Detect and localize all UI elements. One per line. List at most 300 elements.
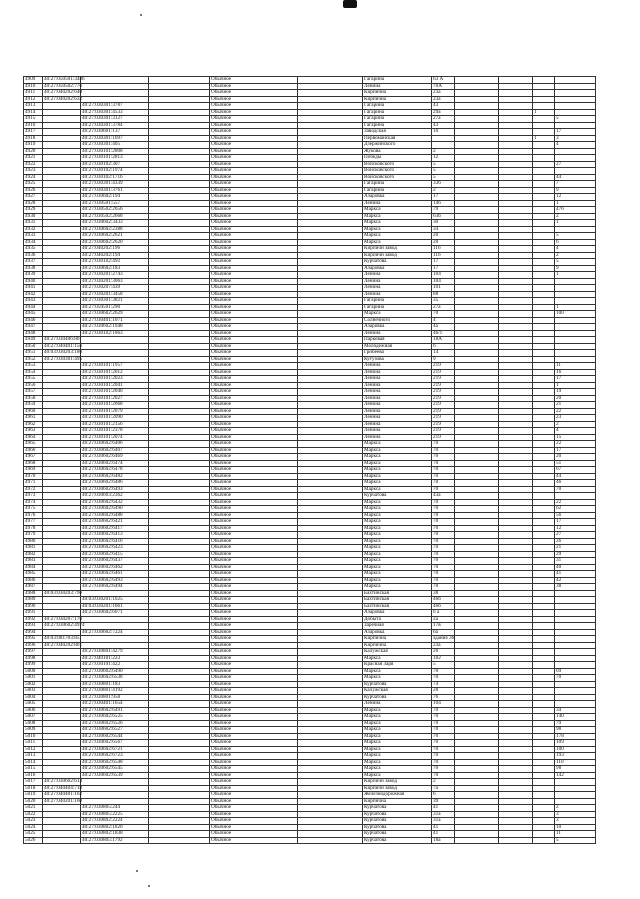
table-cell: 40:27:030602:4974 — [44, 622, 85, 629]
table-cell: 27а — [432, 304, 455, 311]
table-cell: Курчатова — [363, 811, 432, 818]
table-cell: Обычное — [210, 278, 298, 285]
table-cell — [298, 837, 363, 844]
table-cell: 98 — [555, 727, 596, 734]
table-cell: Обычное — [210, 733, 298, 740]
table-cell: Обычное — [210, 200, 298, 207]
table-cell: 46б — [432, 603, 455, 610]
table-cell: 1 — [555, 220, 596, 227]
table-cell: 98 — [555, 766, 596, 773]
table-cell: 40:27:030602:6545 — [81, 766, 149, 773]
table-cell: Обычное — [210, 701, 298, 708]
table-cell: Победы — [363, 155, 432, 162]
table-cell: Парковая — [363, 337, 432, 344]
table-cell: Маркса — [363, 558, 432, 565]
table-cell: 5 — [555, 233, 596, 240]
table-cell: 70 — [432, 759, 455, 766]
table-cell: 4965 — [24, 441, 43, 448]
table-cell: 40:27:030602:2621 — [81, 233, 149, 240]
table-cell: Курчатова — [363, 831, 432, 838]
table-cell: 40:27:030406:80 — [44, 336, 80, 343]
table-cell: Обычное — [210, 174, 298, 181]
table-cell: Калужская — [363, 649, 432, 656]
table-cell: 40:27:030101:2074 — [81, 434, 149, 441]
table-cell: 5004 — [24, 694, 43, 701]
table-cell: 4966 — [24, 447, 43, 454]
table-cell: Обычное — [210, 493, 298, 500]
table-cell: 40:27:040202:194 — [81, 252, 149, 259]
table-cell: 40:27:030601:137 — [81, 129, 149, 136]
table-cell: Кирпична — [363, 642, 432, 649]
table-body — [24, 77, 596, 844]
table-cell: 21 — [555, 545, 596, 552]
table-cell: 4932 — [24, 226, 43, 233]
table-cell: Обычное — [210, 265, 298, 272]
table-cell: 4979 — [24, 532, 43, 539]
table-cell: Обычное — [210, 259, 298, 266]
table-cell: 23 — [555, 415, 596, 422]
table-cell: Обычное — [210, 636, 298, 643]
table-cell: 4983 — [24, 558, 43, 565]
table-cell: Маркса — [363, 226, 432, 233]
table-cell: Ленина — [363, 363, 432, 370]
table-cell: Обычное — [210, 96, 298, 103]
table-cell: 1 — [533, 135, 555, 142]
table-cell: 4924 — [24, 174, 43, 181]
table-cell: 5001 — [24, 675, 43, 682]
table-cell: 23а — [432, 96, 455, 103]
table-cell: 4997 — [24, 649, 43, 656]
table-cell: Гагарина — [363, 298, 432, 305]
table-cell: 219 — [432, 382, 455, 389]
table-cell: 70 — [555, 675, 596, 682]
table-cell: 4952 — [24, 356, 43, 363]
table-cell: 4998 — [24, 655, 43, 662]
table-cell: Ленина — [363, 428, 432, 435]
table-cell: 4967 — [24, 454, 43, 461]
table-cell: 40:27:040201:160 — [44, 797, 83, 804]
table-cell: 40:27:030101:2378 — [81, 428, 149, 435]
table-cell: Обычное — [210, 148, 298, 155]
table-cell: Обычное — [210, 311, 298, 318]
table-cell: 70 — [432, 486, 455, 493]
table-cell: Бахтинская — [363, 603, 432, 610]
table-cell: 40:27:030101:2090 — [81, 415, 149, 422]
table-cell: Обычное — [210, 564, 298, 571]
table-cell: 40:27:030602:6461 — [81, 571, 149, 578]
table-cell: 40:27:030602:6490 — [81, 506, 149, 513]
table-cell: 2 — [432, 148, 455, 155]
table-cell: 46 — [555, 480, 596, 487]
table-cell: 40:03:030203:186 — [44, 349, 83, 356]
table-cell: 63 А — [432, 77, 455, 84]
table-cell: 40:27:030602:6493 — [81, 577, 149, 584]
table-cell: Обычное — [210, 512, 298, 519]
table-cell: 40:27:030602:6421 — [81, 519, 149, 526]
table-cell: Обычное — [210, 135, 298, 142]
table-cell: 40:27:030602:6721 — [81, 746, 149, 753]
table-cell: 40:27:030602:2388 — [81, 226, 149, 233]
table-cell: 40:27:030101:1957 — [81, 363, 149, 370]
table-cell: 70А — [432, 83, 455, 90]
table-cell: 4956 — [24, 382, 43, 389]
table-cell: 31а — [432, 818, 455, 825]
table-cell: 70 — [432, 753, 455, 760]
table-cell: Маркса — [363, 727, 432, 734]
table-cell: 4975 — [24, 506, 43, 513]
table-cell: Маркса — [363, 207, 432, 214]
table-cell: Обычное — [210, 792, 298, 799]
table-cell: 40:27:030101:2156 — [81, 421, 149, 428]
table-cell: Маркса — [363, 766, 432, 773]
table-cell: Маркса — [363, 772, 432, 779]
table-cell: 4976 — [24, 512, 43, 519]
table-cell: 4961 — [24, 415, 43, 422]
table-cell: Обычное — [210, 90, 298, 97]
table-cell: Обычное — [210, 376, 298, 383]
table-cell: Обычное — [210, 460, 298, 467]
table-cell: Обычное — [210, 77, 298, 84]
table-cell: Обычное — [210, 434, 298, 441]
table-cell: Обычное — [210, 369, 298, 376]
table-cell: 27 — [555, 161, 596, 168]
table-cell: 70 — [432, 733, 455, 740]
table-cell: 6 — [432, 343, 455, 350]
table-cell: 4980 — [24, 538, 43, 545]
table-cell: 4б/1 — [432, 330, 455, 337]
table-cell: 11 — [555, 363, 596, 370]
table-cell: 26 — [432, 649, 455, 656]
table-cell: 116 — [432, 246, 455, 253]
table-cell: Обычное — [210, 759, 298, 766]
table-cell: Бахтинская — [363, 597, 432, 604]
table-cell: 40:27:030207:439 — [81, 285, 149, 292]
table-cell: 88 — [432, 291, 455, 298]
table-cell — [455, 837, 499, 844]
table-cell: 40:27:030801:4192 — [81, 688, 149, 695]
table-cell: 17 — [555, 129, 596, 136]
table-cell: 219 — [432, 421, 455, 428]
table-cell: Ленина — [363, 408, 432, 415]
table-cell: 4986 — [24, 577, 43, 584]
table-cell: 4925 — [24, 181, 43, 188]
table-cell: 4989 — [24, 597, 43, 604]
table-cell: 43 — [432, 122, 455, 129]
table-cell: Обычное — [210, 109, 298, 116]
table-cell: 1 — [555, 200, 596, 207]
table-cell: 40:27:030602:6548 — [81, 759, 149, 766]
table-cell: 70 — [432, 480, 455, 487]
table-cell: 40:27:030602:6539 — [81, 772, 149, 779]
table-cell: 31 — [555, 558, 596, 565]
table-cell: 40:27:030602:6493 — [81, 486, 149, 493]
table-cell: 4930 — [24, 213, 43, 220]
property-table — [23, 76, 596, 844]
table-cell: Обычное — [210, 220, 298, 227]
table-cell: 34 — [555, 707, 596, 714]
table-cell: Обычное — [210, 129, 298, 136]
table-cell: Обычное — [210, 538, 298, 545]
table-cell: Обычное — [210, 246, 298, 253]
table-cell: Гагарина — [363, 122, 432, 129]
table-cell: Маркса — [363, 454, 432, 461]
table-cell: 2 — [555, 421, 596, 428]
table-cell: Войсковского — [363, 161, 432, 168]
table-cell: 40:27:030102:1974 — [81, 168, 149, 175]
table-cell: 4 — [555, 428, 596, 435]
table-cell: 5 — [432, 174, 455, 181]
table-cell: Курчатова — [363, 493, 432, 500]
table-cell: 4969 — [24, 467, 43, 474]
table-cell: 40:27:030201:3458 — [81, 291, 149, 298]
table-cell: Обычное — [210, 662, 298, 669]
table-cell: 4951 — [24, 350, 43, 357]
table-cell: 21 — [555, 402, 596, 409]
table-cell: 4 — [555, 142, 596, 149]
table-cell: Гагарина — [363, 77, 432, 84]
table-cell: 70 — [432, 506, 455, 513]
table-cell: 40:27:030101:2041 — [81, 382, 149, 389]
table-cell: 41 — [432, 824, 455, 831]
table-cell: 40:27:030602:613 — [44, 778, 83, 785]
table-cell: 70 — [432, 766, 455, 773]
table-cell: 15 — [555, 434, 596, 441]
table-cell: 40:27:030602:6462 — [81, 564, 149, 571]
table-cell: Обычное — [210, 779, 298, 786]
table-cell — [533, 837, 555, 844]
table-cell: Обычное — [210, 616, 298, 623]
table-cell: Обычное — [210, 395, 298, 402]
table-cell: Гагарина — [363, 181, 432, 188]
table-cell: 40:27:030602:6491 — [81, 707, 149, 714]
table-cell: 4 — [432, 317, 455, 324]
table-cell: 5 — [555, 116, 596, 123]
table-cell: 4920 — [24, 148, 43, 155]
table-cell: Азаровка — [363, 194, 432, 201]
table-cell: 70 — [432, 532, 455, 539]
table-cell: 4960 — [24, 408, 43, 415]
table-cell: Бахтинская — [363, 590, 432, 597]
table-cell: Обычное — [210, 155, 298, 162]
table-cell: 5003 — [24, 688, 43, 695]
table-cell: 1 — [555, 304, 596, 311]
table-cell: 40:27:030301:1697 — [81, 135, 149, 142]
table-cell: 41 — [555, 571, 596, 578]
table-cell: Маркса — [363, 447, 432, 454]
table-cell: Обычное — [210, 746, 298, 753]
table-cell: Курчатова — [363, 259, 432, 266]
table-cell: Обычное — [210, 142, 298, 149]
table-cell: 40:27:030301:4533 — [81, 109, 149, 116]
table-cell: Обычное — [210, 766, 298, 773]
table-cell: 4988 — [24, 590, 43, 597]
table-cell: 40:27:030301:3761 — [81, 187, 149, 194]
table-cell: 70 — [432, 772, 455, 779]
table-cell: Кутузова — [363, 356, 432, 363]
table-cell: 17 — [432, 265, 455, 272]
table-cell: Войсковского — [363, 174, 432, 181]
table-cell: Ленина — [363, 330, 432, 337]
table-cell: 5009 — [24, 727, 43, 734]
table-cell: 4918 — [24, 135, 43, 142]
table-cell: 27 — [555, 532, 596, 539]
table-cell: 4937 — [24, 259, 43, 266]
table-cell: Маркса — [363, 753, 432, 760]
table-cell: Обычное — [210, 597, 298, 604]
table-cell: Обычное — [210, 558, 298, 565]
table-cell: 4939 — [24, 272, 43, 279]
table-cell: 40:27:040401:162 — [44, 791, 83, 798]
table-cell: 70 — [432, 311, 455, 318]
table-cell: Обычное — [210, 805, 298, 812]
table-cell: 104 — [432, 272, 455, 279]
table-cell: Маркса — [363, 571, 432, 578]
table-cell: 4984 — [24, 564, 43, 571]
table-cell: 40:27:030802:2224 — [81, 818, 149, 825]
table-cell: 146 — [432, 200, 455, 207]
table-cell: 23а — [432, 90, 455, 97]
table-cell: Обычное — [210, 473, 298, 480]
table-cell: 4916 — [24, 122, 43, 129]
table-cell: Курчатова — [363, 681, 432, 688]
table-cell: Ленина — [363, 369, 432, 376]
table-cell: 51 — [555, 460, 596, 467]
table-cell: 40:27:030602:1048 — [81, 324, 149, 331]
table-cell: 1 — [533, 109, 555, 116]
table-cell: 12 — [432, 155, 455, 162]
table-cell: 5024 — [24, 824, 43, 831]
table-cell: Кирпична — [363, 798, 432, 805]
table-cell: Обычное — [210, 421, 298, 428]
table-cell: 40:27:030201:3063 — [81, 278, 149, 285]
table-cell: Кирпична — [363, 636, 432, 643]
table-cell: Обычное — [210, 382, 298, 389]
table-cell: 5021 — [24, 805, 43, 812]
table-cell: Обычное — [210, 441, 298, 448]
table-cell: Обычное — [210, 714, 298, 721]
table-cell: 40:27:040202:640 — [44, 89, 83, 96]
table-cell — [43, 837, 81, 844]
table-cell: 40:27:030602:6482 — [81, 473, 149, 480]
table-cell: 219 — [432, 402, 455, 409]
table-cell: Обычное — [210, 415, 298, 422]
table-cell: 40:27:030401:1071 — [81, 317, 149, 324]
table-cell: 70 — [432, 714, 455, 721]
table-cell: Обычное — [210, 239, 298, 246]
table-cell: Обычное — [210, 785, 298, 792]
table-cell: Курчатова — [363, 824, 432, 831]
table-cell: 9 — [555, 265, 596, 272]
table-cell: 18а — [432, 837, 455, 844]
table-cell: 40:27:030603:2362 — [81, 493, 149, 500]
table-cell: 2 — [432, 779, 455, 786]
table-cell: Обычное — [210, 356, 298, 363]
table-cell: 40:27:030101:2813 — [81, 155, 149, 162]
table-cell: 40:27:030805:244 — [81, 805, 149, 812]
table-cell: 67 — [555, 467, 596, 474]
table-cell: Обычное — [210, 824, 298, 831]
table-cell: Гагарина — [363, 187, 432, 194]
table-cell: 40:27:030602:6525 — [81, 714, 149, 721]
table-cell: Обычное — [210, 428, 298, 435]
table-cell: 4926 — [24, 187, 43, 194]
table-cell: 10 — [432, 129, 455, 136]
table-cell: 4911 — [24, 90, 43, 97]
table-cell: 70 — [432, 454, 455, 461]
table-cell: 40 — [555, 564, 596, 571]
table-cell: 40:27:030207:170 — [44, 615, 83, 622]
table-cell: Обычное — [210, 525, 298, 532]
table-cell: 40:27:040202:801 — [44, 641, 83, 648]
table-cell: 40:27:040101:223 — [81, 655, 149, 662]
table-cell: Ленина — [363, 421, 432, 428]
table-row — [24, 837, 596, 844]
table-cell: 4949 — [24, 337, 43, 344]
table-cell: Обычное — [210, 720, 298, 727]
table-cell: 17 — [555, 519, 596, 526]
table-cell: 40:27:030301:4339 — [81, 181, 149, 188]
table-cell: 4958 — [24, 395, 43, 402]
table-cell: 70 — [432, 668, 455, 675]
table-cell: 40:27:030102:1863 — [81, 330, 149, 337]
table-cell: 69 — [555, 668, 596, 675]
table-cell: Кирпичн завод — [363, 252, 432, 259]
table-cell: 4946 — [24, 317, 43, 324]
table-cell: Жукова — [363, 148, 432, 155]
table-cell: 70 — [432, 675, 455, 682]
table-cell: 4928 — [24, 200, 43, 207]
table-cell: 4990 — [24, 603, 43, 610]
table-cell: 40:27:050501:290 — [81, 304, 149, 311]
table-cell: Обычное — [210, 545, 298, 552]
table-cell: 40:27:030301:495 — [44, 355, 83, 362]
table-cell: 4964 — [24, 434, 43, 441]
table-cell: 4934 — [24, 239, 43, 246]
table-cell: 40:27:030602:2620 — [81, 239, 149, 246]
table-cell: Обычное — [210, 207, 298, 214]
table-cell: Маркса — [363, 707, 432, 714]
scan-speck — [148, 885, 150, 887]
table-cell: 5 — [432, 161, 455, 168]
table-cell: Маркса — [363, 311, 432, 318]
table-cell: Гагарина — [363, 103, 432, 110]
table-cell: 40:27:030602:6415 — [81, 551, 149, 558]
table-cell: 4957 — [24, 389, 43, 396]
table-cell: Обычное — [210, 252, 298, 259]
table-cell: Обычное — [210, 181, 298, 188]
table-cell: Обычное — [210, 499, 298, 506]
table-cell: 9 — [555, 187, 596, 194]
table-cell: Обычное — [210, 304, 298, 311]
table-cell: Обычное — [210, 408, 298, 415]
table-cell: 40:27:030602:6723 — [81, 753, 149, 760]
table-cell: 4972 — [24, 486, 43, 493]
table-cell: Маркса — [363, 545, 432, 552]
table-cell: Обычное — [210, 707, 298, 714]
table-cell: Ленина — [363, 278, 432, 285]
table-cell: 70 — [432, 571, 455, 578]
table-cell: Обычное — [210, 772, 298, 779]
table-cell: 40:27:030101:422 — [81, 662, 149, 669]
table-cell: Азаровка — [363, 610, 432, 617]
table-cell: 56 — [555, 512, 596, 519]
table-cell: 4914 — [24, 109, 43, 116]
table-cell: Кирпичн завод — [363, 785, 432, 792]
table-cell: Обычное — [210, 298, 298, 305]
table-cell: Обычное — [210, 629, 298, 636]
table-cell: 5020 — [24, 798, 43, 805]
table-cell: Азаровка — [363, 324, 432, 331]
